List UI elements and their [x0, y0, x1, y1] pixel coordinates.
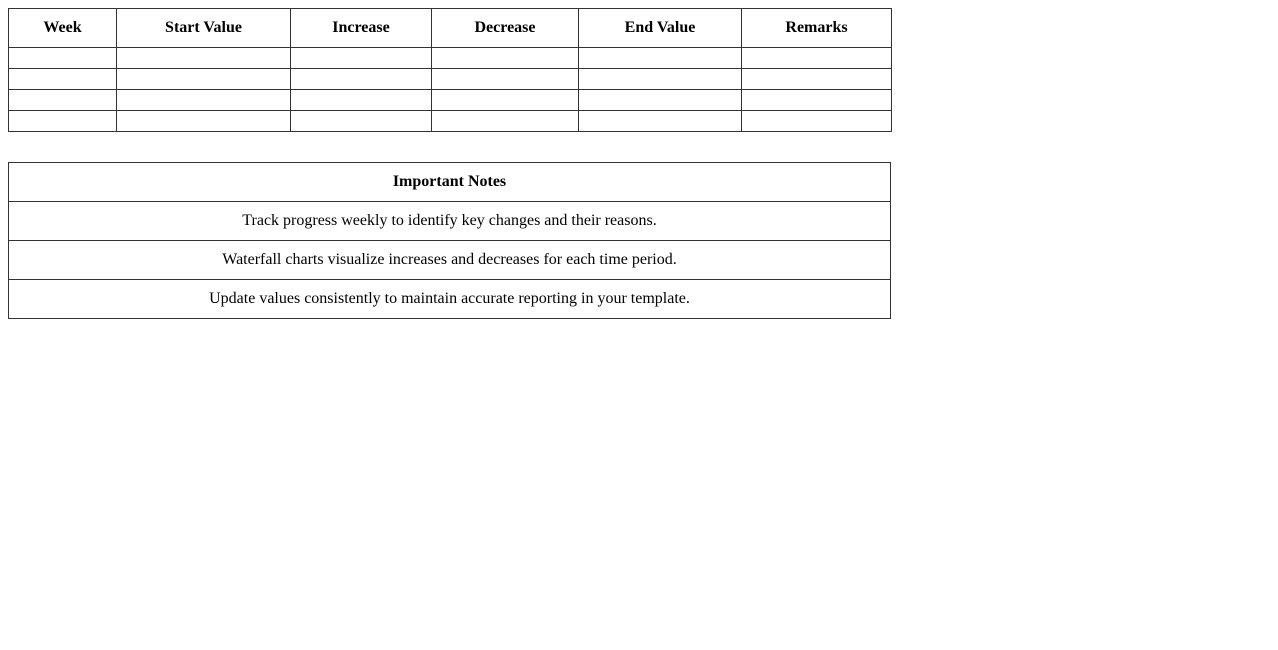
table-cell [117, 69, 291, 90]
header-start-value: Start Value [117, 9, 291, 48]
table-cell [9, 111, 117, 132]
table-cell [579, 48, 742, 69]
table-cell [742, 69, 892, 90]
note-text: Update values consistently to maintain accurate reporting in your template. [9, 280, 891, 319]
table-cell [742, 90, 892, 111]
table-cell [291, 69, 432, 90]
header-week: Week [9, 9, 117, 48]
table-cell [117, 90, 291, 111]
table-header-row [9, 9, 892, 48]
table-row [9, 69, 892, 90]
table-cell [432, 48, 579, 69]
header-end-value: End Value [579, 9, 742, 48]
table-row [9, 90, 892, 111]
note-text: Waterfall charts visualize increases and decreases for each time period. [9, 241, 891, 280]
header-increase: Increase [291, 9, 432, 48]
table-cell [742, 48, 892, 69]
table-cell [291, 111, 432, 132]
table-cell [432, 90, 579, 111]
table-cell [9, 90, 117, 111]
table-row [9, 111, 892, 132]
table-cell [742, 111, 892, 132]
table-cell [579, 90, 742, 111]
table-cell [579, 111, 742, 132]
weekly-tracking-table [8, 8, 892, 132]
table-cell [9, 48, 117, 69]
header-decrease: Decrease [432, 9, 579, 48]
important-notes-table [8, 162, 891, 319]
note-text: Track progress weekly to identify key changes and their reasons. [9, 202, 891, 241]
note-row [9, 280, 891, 319]
note-row [9, 202, 891, 241]
table-cell [432, 111, 579, 132]
table-row [9, 48, 892, 69]
note-row [9, 241, 891, 280]
table-cell [432, 69, 579, 90]
table-cell [117, 48, 291, 69]
table-cell [9, 69, 117, 90]
table-cell [579, 69, 742, 90]
notes-title: Important Notes [9, 163, 891, 202]
header-remarks: Remarks [742, 9, 892, 48]
table-cell [291, 90, 432, 111]
table-cell [117, 111, 291, 132]
notes-header-row [9, 163, 891, 202]
table-cell [291, 48, 432, 69]
